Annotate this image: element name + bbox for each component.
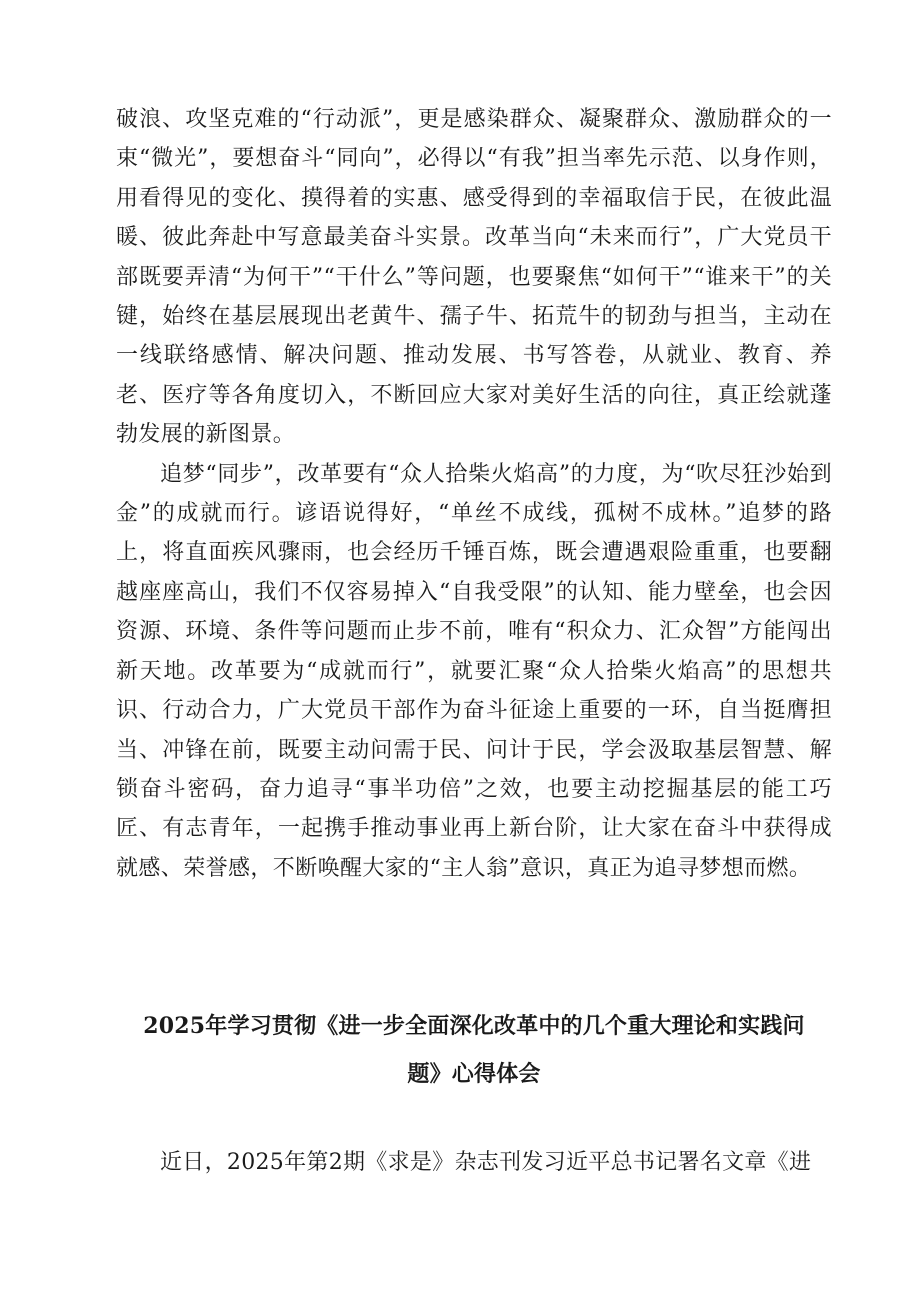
article-heading-line-2: 题》心得体会 bbox=[407, 1061, 541, 1087]
article-heading-line-1: 2025年学习贯彻《进一步全面深化改革中的几个重大理论和实践问 bbox=[143, 1013, 805, 1039]
document-body bbox=[116, 100, 832, 888]
body-paragraph-2: 追梦“同步”，改革要有“众人拾柴火焰高”的力度，为“吹尽狂沙始到金”的成就而行。谚语说得好，“单丝不成线，孤树不成林。”追梦的路上，将直面疾风骤雨，也会经历千锤百炼，既会遭遇艰险重重，也要翻越座座高山，我们不仅容易掉入“自我受限”的认知、能力壁垒，也会因资源、环境、条件等问题而止步不前，唯有“积众力、汇众智”方能闯出新天地。改革要为“成就而行”，就要汇聚“众人拾柴火焰高”的思想共识、行动合力，广大党员干部作为奋斗征途上重要的一环，自当挺膺担当、冲锋在前，既要主动问需于民、问计于民，学会汲取基层智慧、解锁奋斗密码，奋力追寻“事半功倍”之效，也要主动挖掘基层的能工巧匠、有志青年，一起携手推动事业再上新台阶，让大家在奋斗中获得成就感、荣誉感，不断唤醒大家的“主人翁”意识，真正为追寻梦想而燃。 bbox=[116, 461, 832, 881]
body-paragraph-1: 破浪、攻坚克难的“行动派”，更是感染群众、凝聚群众、激励群众的一束“微光”，要想奋斗“同向”，必得以“有我”担当率先示范、以身作则，用看得见的变化、摸得着的实惠、感受得到的幸福取信于民，在彼此温暖、彼此奔赴中写意最美奋斗实景。改革当向“未来而行”，广大党员干部既要弄清“为何干”“干什么”等问题，也要聚焦“如何干”“谁来干”的关键，始终在基层展现出老黄牛、孺子牛、拓荒牛的韧劲与担当，主动在一线联络感情、解决问题、推动发展、书写答卷，从就业、教育、养老、医疗等各角度切入，不断回应大家对美好生活的向往，真正绘就蓬勃发展的新图景。 bbox=[116, 107, 832, 448]
intro-paragraph: 近日，2025年第2期《求是》杂志刊发习近平总书记署名文章《进 bbox=[160, 1150, 812, 1175]
